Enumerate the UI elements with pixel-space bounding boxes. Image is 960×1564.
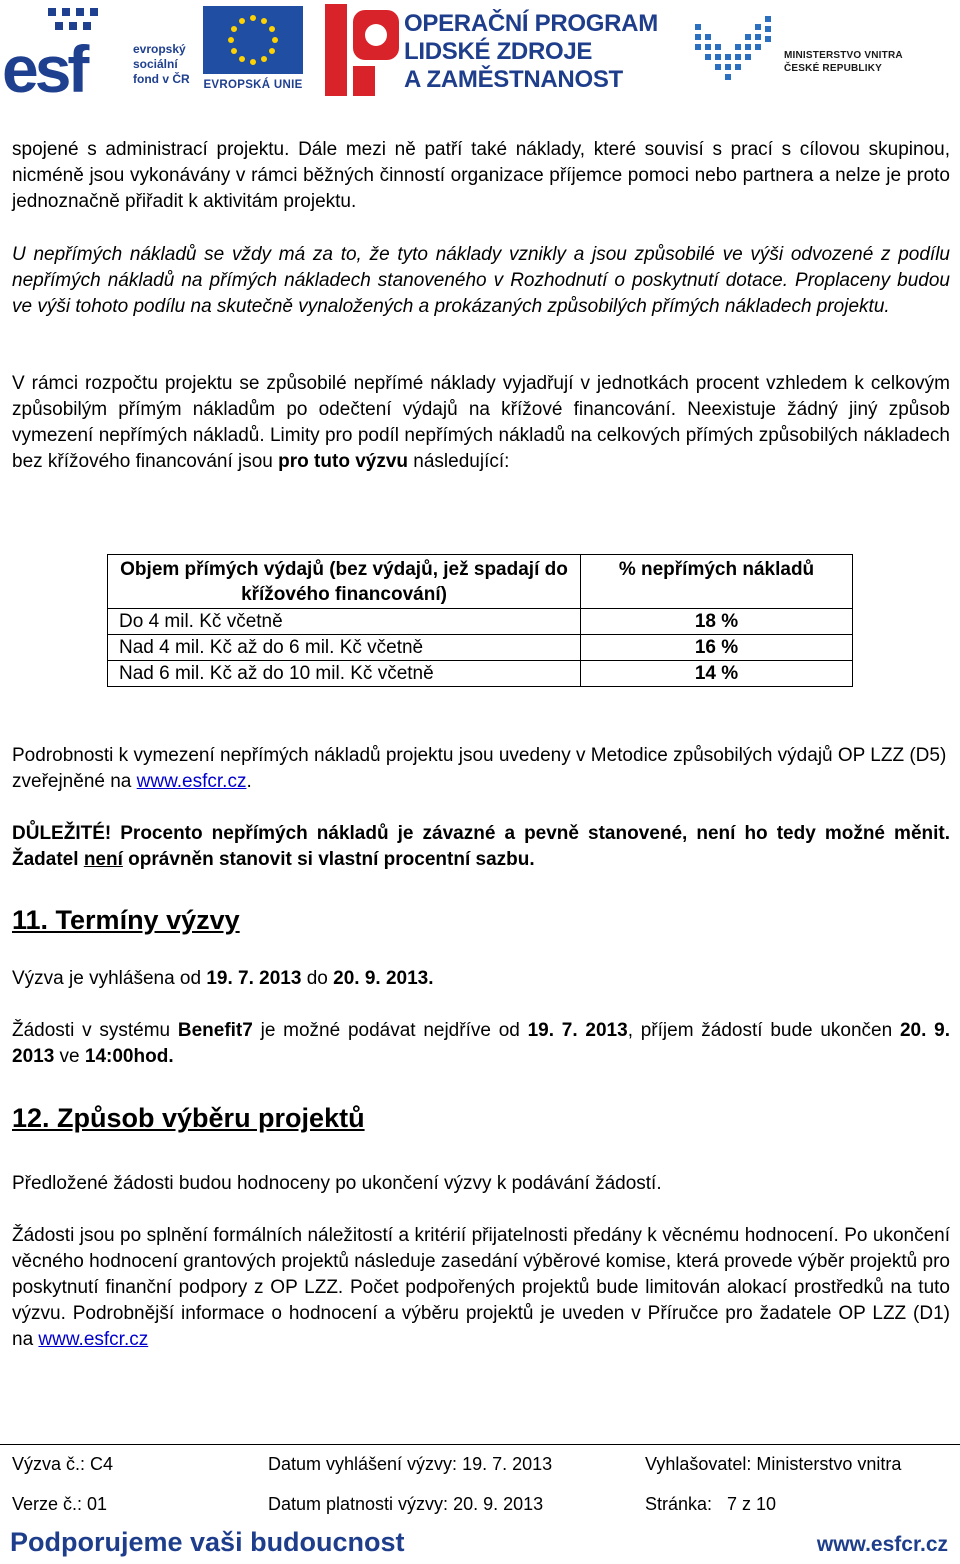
emphasis: pro tuto výzvu xyxy=(278,451,409,472)
paragraph-evaluation-process xyxy=(12,1223,950,1353)
table-cell-range: Do 4 mil. Kč včetně xyxy=(108,609,581,635)
ministry-caption-line: MINISTERSTVO VNITRA xyxy=(784,50,903,61)
column-header-volume: Objem přímých výdajů (bez výdajů, jež spadají do křížového financování) xyxy=(108,555,581,609)
text: Výzva je vyhlášena od xyxy=(12,968,207,989)
esf-caption xyxy=(133,42,190,87)
eu-caption: EVROPSKÁ UNIE xyxy=(203,79,303,91)
section-heading-12: 12. Způsob výběru projektů xyxy=(12,1103,365,1133)
esf-logo xyxy=(2,4,120,96)
date-end: 20. 9. 2013. xyxy=(333,968,434,989)
text: ve xyxy=(54,1046,85,1067)
paragraph-methodology xyxy=(12,743,950,795)
footer-slogan: Podporujeme vaši budoucnost xyxy=(10,1527,405,1557)
ministry-caption xyxy=(784,49,903,75)
text: V rámci rozpočtu projektu se způsobilé nepřímé náklady vyjadřují v jednotkách procent vzhledem k celkovým způsobilým přímým nákladům po odečtení výdajů na křížové financování. Neexistuje žádný jiný způsob vymezení nepřímých nákladů. Limity pro podíl nepřímých nákladů na celkových přímých způsobilých nákladech bez křížového financování jsou xyxy=(12,373,950,472)
esfcr-link[interactable]: www.esfcr.cz xyxy=(136,771,247,792)
paragraph-indirect-costs-italic: U nepřímých nákladů se vždy má za to, že tyto náklady vznikly a jsou způsobilé ve výši odvozené z podílu nepřímých nákladů na přímých nákladech stanoveného v Rozhodnutí o poskytnutí dotace. Proplaceny budou ve výši tohoto podílu na skutečně vynaložených a prokázaných způsobilých přímých nákladech projektu. xyxy=(12,244,950,317)
date-start: 19. 7. 2013 xyxy=(527,1020,628,1041)
footer-url: www.esfcr.cz xyxy=(816,1533,948,1556)
paragraph-indirect-costs-intro: spojené s administrací projektu. Dále mezi ně patří také náklady, které souvisí s prací s cílovou skupinou, nicméně jsou vykonávány v rámci běžných činností organizace příjemce pomoci nebo partnera a nelze je proto jednoznačně přiřadit k aktivitám projektu. xyxy=(12,139,950,212)
table-cell-rate: 16 % xyxy=(581,635,853,661)
table-row xyxy=(108,661,853,687)
esf-caption-line: sociální xyxy=(133,57,178,71)
table-header-row xyxy=(108,555,853,609)
text: do xyxy=(301,968,334,989)
table-cell-rate: 18 % xyxy=(581,609,853,635)
op-title-line: LIDSKÉ ZDROJE xyxy=(404,38,593,65)
footer-announce-date: Datum vyhlášení výzvy: 19. 7. 2013 xyxy=(268,1454,553,1474)
op-title-line: A ZAMĚSTNANOST xyxy=(404,66,623,93)
date-end: 20. 9. 2013 xyxy=(12,1020,950,1067)
footer-validity-date: Datum platnosti výzvy: 20. 9. 2013 xyxy=(268,1494,544,1514)
op-lzz-title xyxy=(404,10,658,94)
time-end: 14:00hod. xyxy=(84,1046,174,1067)
important-notice xyxy=(12,821,950,873)
text: Žádosti v systému xyxy=(12,1020,178,1041)
op-title-line: OPERAČNÍ PROGRAM xyxy=(404,10,658,37)
column-header-percent: % nepřímých nákladů xyxy=(581,555,853,609)
esfcr-link[interactable]: www.esfcr.cz xyxy=(38,1329,149,1350)
text: oprávněn stanovit si vlastní procentní sazbu. xyxy=(122,849,535,870)
section-heading-11: 11. Termíny výzvy xyxy=(12,905,240,935)
esf-caption-line: evropský xyxy=(133,42,186,56)
footer-call-number: Výzva č.: C4 xyxy=(12,1454,114,1474)
text: Žádosti jsou po splnění formálních náležitostí a kritérií přijatelnosti předány k věcnému hodnocení. Po ukončení věcného hodnocení grantových projektů následuje zasedání výběrové komise, která provede výběr projektů pro poskytnutí finanční podpory z OP LZZ. Počet podpořených projektů bude limitován alokací prostředků na tuto výzvu. Podrobnější informace o hodnocení a výběru projektů je uveden v Příručce pro žadatele OP LZZ (D1) na xyxy=(12,1225,950,1350)
table-cell-range: Nad 4 mil. Kč až do 6 mil. Kč včetně xyxy=(108,635,581,661)
eu-flag-icon xyxy=(203,6,303,74)
paragraph-evaluation-after: Předložené žádosti budou hodnoceny po ukončení výzvy k podávání žádostí. xyxy=(12,1173,662,1194)
text: je možné podávat nejdříve od xyxy=(252,1020,528,1041)
table-cell-range: Nad 6 mil. Kč až do 10 mil. Kč včetně xyxy=(108,661,581,687)
paragraph-budget-limits xyxy=(12,371,950,475)
system-name: Benefit7 xyxy=(177,1020,253,1041)
table-row xyxy=(108,609,853,635)
table-cell-rate: 14 % xyxy=(581,661,853,687)
paragraph-submission xyxy=(12,1018,950,1070)
op-lzz-logo-icon xyxy=(325,4,403,96)
text: DŮLEŽITÉ! Procento nepřímých nákladů je závazné a pevně stanovené, není ho tedy možné měnit. Žadatel xyxy=(12,823,950,870)
footer-divider xyxy=(0,1444,960,1445)
ministry-caption-line: ČESKÉ REPUBLIKY xyxy=(784,63,883,74)
text: následující: xyxy=(408,451,510,472)
esf-caption-line: fond v ČR xyxy=(133,72,190,86)
emphasis-underlined: není xyxy=(83,849,123,870)
text: Podrobnosti k vymezení nepřímých nákladů projektu jsou uvedeny v Metodice způsobilých výdajů OP LZZ (D5) zveřejněné na xyxy=(12,745,947,792)
footer-announcer: Vyhlašovatel: Ministerstvo vnitra xyxy=(645,1454,902,1474)
date-start: 19. 7. 2013 xyxy=(206,968,302,989)
esf-logo-text: esf xyxy=(2,32,86,96)
text: . xyxy=(246,771,252,792)
footer-page-number: Stránka: 7 z 10 xyxy=(645,1494,777,1514)
footer-version: Verze č.: 01 xyxy=(12,1494,108,1514)
paragraph-call-dates xyxy=(12,966,950,992)
indirect-costs-table xyxy=(107,554,853,687)
text: , příjem žádostí bude ukončen xyxy=(627,1020,900,1041)
ministry-logo-icon xyxy=(693,14,778,84)
table-row xyxy=(108,635,853,661)
